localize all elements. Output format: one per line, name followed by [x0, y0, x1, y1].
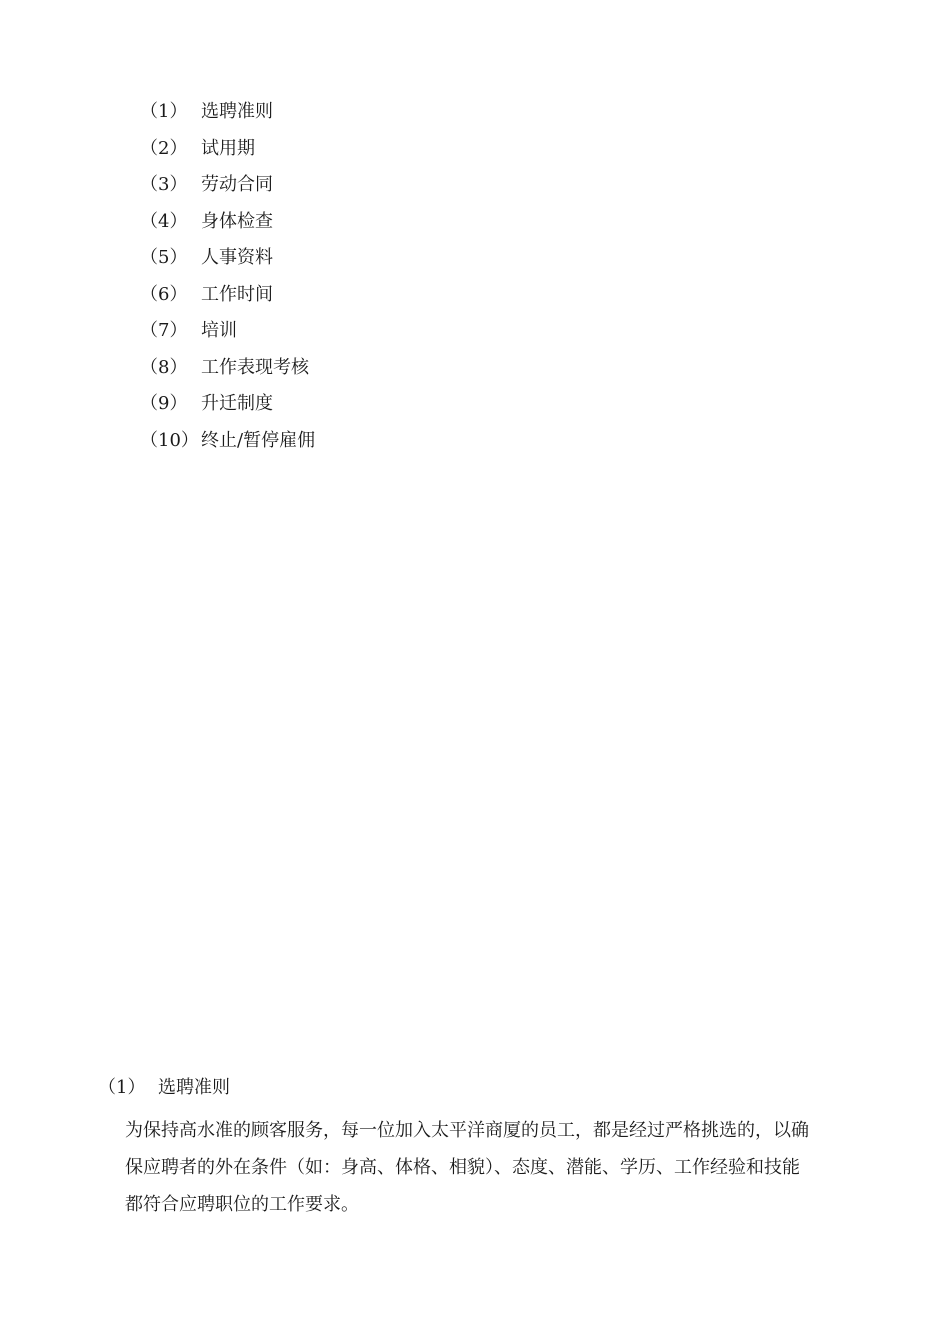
toc-item — [140, 428, 315, 465]
toc-item-label: 试用期 — [201, 137, 255, 159]
section-hiring-criteria — [98, 1075, 818, 1223]
toc-item-number: （7） — [140, 320, 188, 341]
toc-item-number: （1） — [140, 101, 188, 122]
toc-item-number: （4） — [140, 210, 188, 232]
section-number: （1） — [98, 1077, 146, 1098]
table-of-contents — [140, 99, 315, 464]
toc-item — [140, 209, 315, 246]
toc-item-number: （9） — [140, 393, 188, 414]
toc-item-label: 工作表现考核 — [201, 356, 309, 378]
toc-item-number: （6） — [140, 283, 188, 305]
toc-item — [140, 318, 315, 355]
toc-item-label: 培训 — [201, 320, 237, 341]
toc-item-label: 选聘准则 — [201, 101, 273, 122]
section-paragraph: 为保持高水准的顾客服务，每一位加入太平洋商厦的员工，都是经过严格挑选的，以确保应聘者的外在条件（如：身高、体格、相貌）、态度、潜能、学历、工作经验和技能都符合应聘职位的工作要求。 — [125, 1120, 809, 1215]
toc-item — [140, 391, 315, 428]
toc-item — [140, 172, 315, 209]
toc-item-label: 劳动合同 — [201, 174, 273, 195]
toc-item — [140, 99, 315, 136]
toc-item-number: （10） — [140, 429, 199, 451]
toc-item-label: 人事资料 — [201, 247, 273, 268]
toc-item-label: 工作时间 — [201, 283, 273, 305]
toc-item-number: （8） — [140, 356, 188, 378]
toc-item-label: 身体检查 — [201, 210, 273, 232]
toc-item-label: 升迁制度 — [201, 393, 273, 414]
toc-item-number: （2） — [140, 137, 188, 159]
toc-item-number: （5） — [140, 247, 188, 268]
section-title: 选聘准则 — [158, 1077, 230, 1098]
toc-item — [140, 355, 315, 392]
toc-item-number: （3） — [140, 174, 188, 195]
toc-item-label: 终止/暂停雇佣 — [201, 429, 316, 451]
toc-item — [140, 282, 315, 319]
toc-item — [140, 245, 315, 282]
toc-item — [140, 136, 315, 173]
section-heading — [98, 1075, 818, 1101]
